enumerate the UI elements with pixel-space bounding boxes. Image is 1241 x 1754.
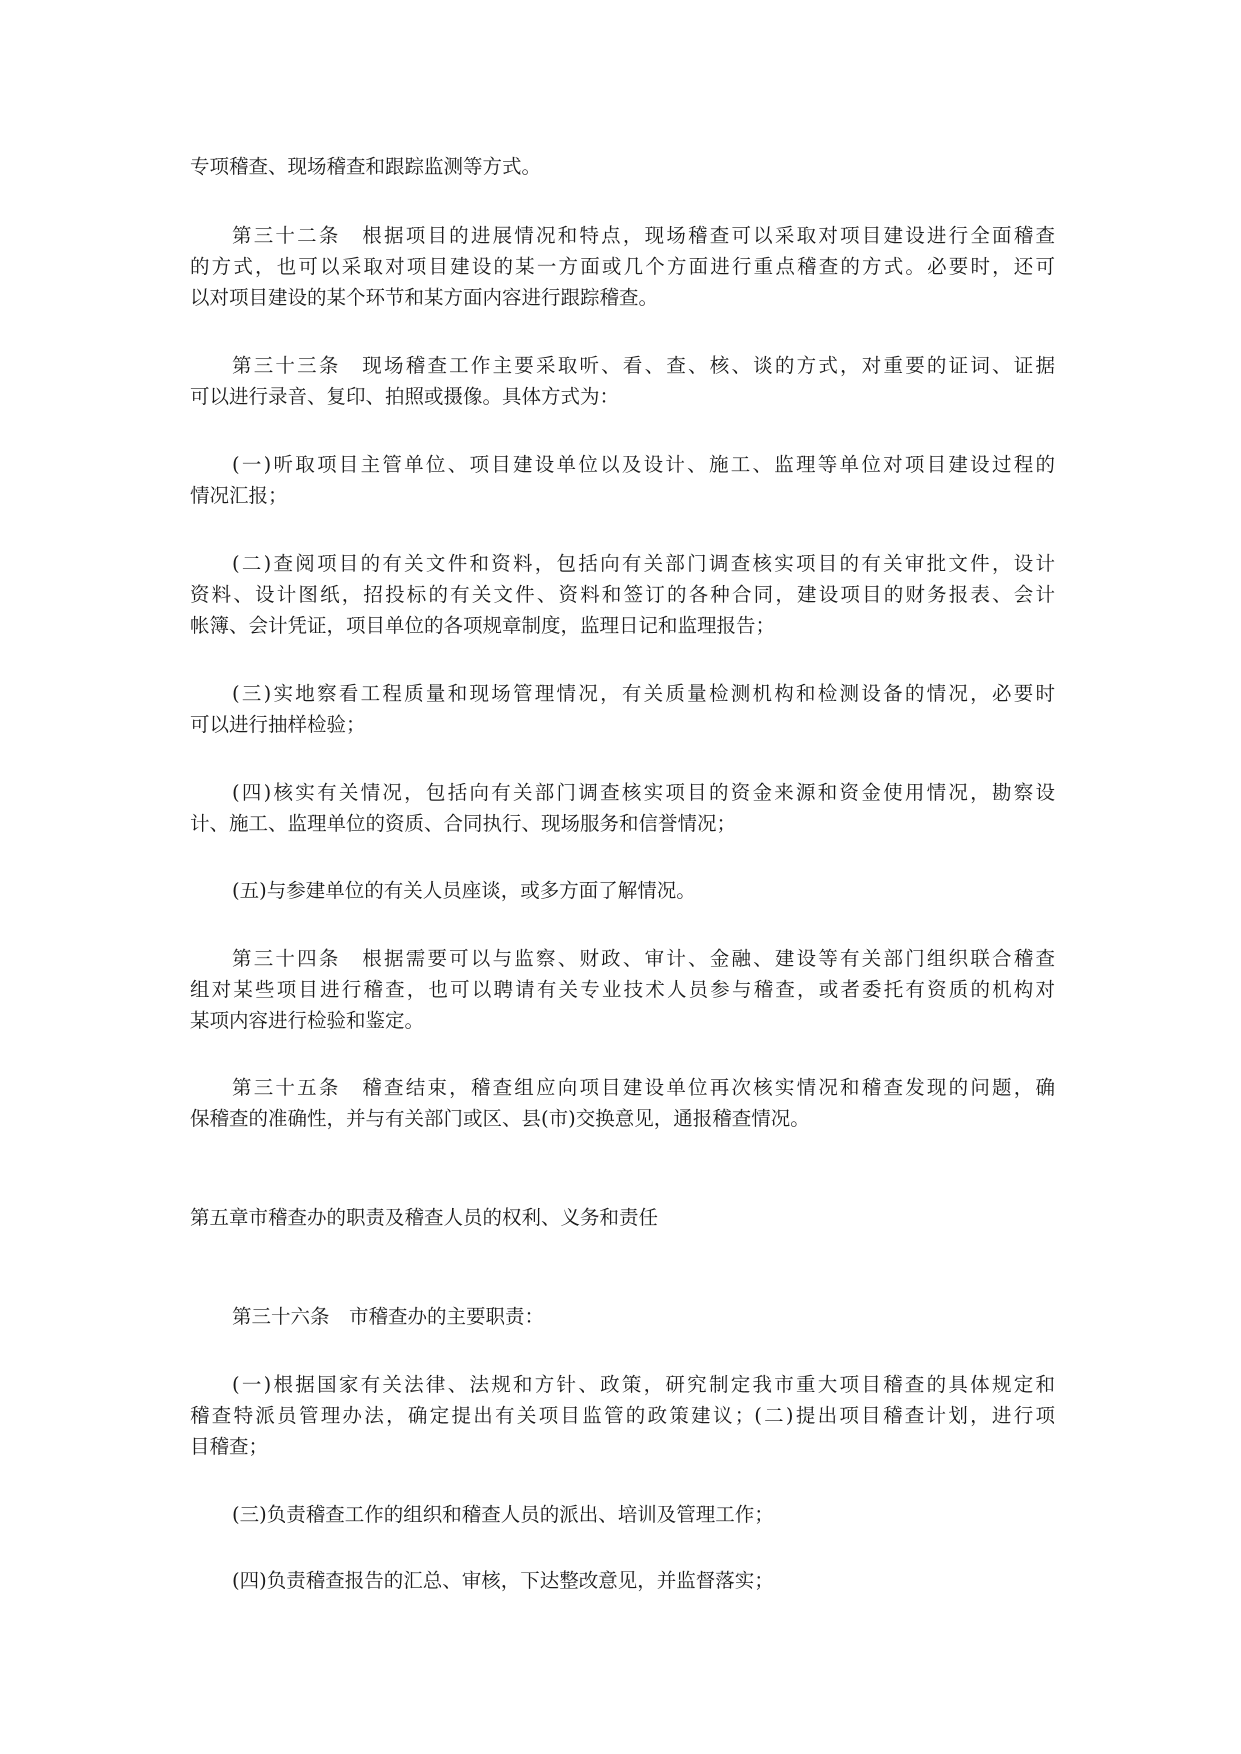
article-36-line: 第三十六条 市稽查办的主要职责： bbox=[232, 1305, 545, 1328]
paragraph-line: 以对项目建设的某个环节和某方面内容进行跟踪稽查。 bbox=[190, 286, 659, 309]
list-item-line: (三)负责稽查工作的组织和稽查人员的派出、培训及管理工作； bbox=[232, 1503, 774, 1526]
paragraph-line: 可以进行抽样检验； bbox=[190, 713, 366, 736]
paragraph-line: 资料、设计图纸，招投标的有关文件、资料和签订的各种合同，建设项目的财务报表、会计 bbox=[190, 583, 1055, 606]
list-item-line: (四)负责稽查报告的汇总、审核，下达整改意见，并监督落实； bbox=[232, 1569, 774, 1592]
list-item-line: (一)根据国家有关法律、法规和方针、政策，研究制定我市重大项目稽查的具体规定和 bbox=[232, 1373, 1055, 1396]
article-32-line: 第三十二条 根据项目的进展情况和特点，现场稽查可以采取对项目建设进行全面稽查 bbox=[232, 224, 1055, 247]
paragraph-line: 可以进行录音、复印、拍照或摄像。具体方式为： bbox=[190, 385, 620, 408]
article-33-line: 第三十三条 现场稽查工作主要采取听、看、查、核、谈的方式，对重要的证词、证据 bbox=[232, 354, 1055, 377]
paragraph-line: 的方式，也可以采取对项目建设的某一方面或几个方面进行重点稽查的方式。必要时，还可 bbox=[190, 255, 1055, 278]
paragraph-line: 专项稽查、现场稽查和跟踪监测等方式。 bbox=[190, 155, 542, 178]
list-item-line: (五)与参建单位的有关人员座谈，或多方面了解情况。 bbox=[232, 879, 696, 902]
chapter-heading: 第五章市稽查办的职责及稽查人员的权利、义务和责任 bbox=[190, 1206, 659, 1229]
list-item-line: (三)实地察看工程质量和现场管理情况，有关质量检测机构和检测设备的情况，必要时 bbox=[232, 682, 1055, 705]
article-35-line: 第三十五条 稽查结束，稽查组应向项目建设单位再次核实情况和稽查发现的问题，确 bbox=[232, 1076, 1055, 1099]
list-item-line: (二)查阅项目的有关文件和资料，包括向有关部门调查核实项目的有关审批文件，设计 bbox=[232, 552, 1055, 575]
paragraph-line: 情况汇报； bbox=[190, 484, 288, 507]
paragraph-line: 计、施工、监理单位的资质、合同执行、现场服务和信誉情况； bbox=[190, 812, 737, 835]
paragraph-line: 组对某些项目进行稽查，也可以聘请有关专业技术人员参与稽查，或者委托有资质的机构对 bbox=[190, 978, 1055, 1001]
paragraph-line: 某项内容进行检验和鉴定。 bbox=[190, 1009, 425, 1032]
paragraph-line: 目稽查； bbox=[190, 1435, 269, 1458]
article-34-line: 第三十四条 根据需要可以与监察、财政、审计、金融、建设等有关部门组织联合稽查 bbox=[232, 947, 1055, 970]
paragraph-line: 保稽查的准确性，并与有关部门或区、县(市)交换意见，通报稽查情况。 bbox=[190, 1107, 810, 1130]
list-item-line: (四)核实有关情况，包括向有关部门调查核实项目的资金来源和资金使用情况，勘察设 bbox=[232, 781, 1055, 804]
paragraph-line: 帐簿、会计凭证，项目单位的各项规章制度，监理日记和监理报告； bbox=[190, 614, 776, 637]
list-item-line: (一)听取项目主管单位、项目建设单位以及设计、施工、监理等单位对项目建设过程的 bbox=[232, 453, 1055, 476]
paragraph-line: 稽查特派员管理办法，确定提出有关项目监管的政策建议；(二)提出项目稽查计划，进行项 bbox=[190, 1404, 1055, 1427]
